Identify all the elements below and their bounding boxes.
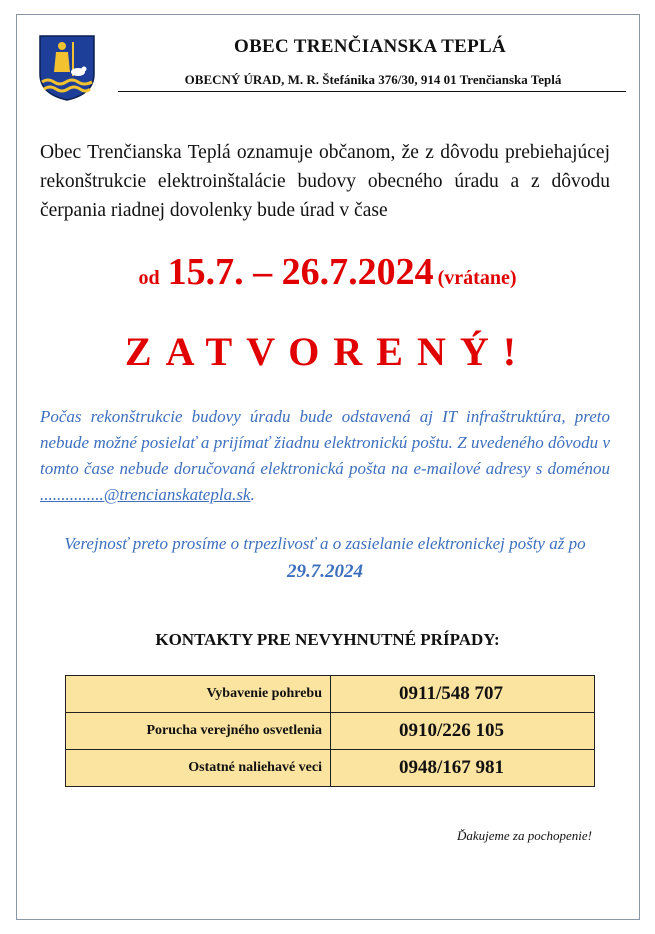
page-title: OBEC TRENČIANSKA TEPLÁ: [234, 36, 506, 57]
thanks-note: Ďakujeme za pochopenie!: [456, 828, 592, 843]
contact-phone: 0911/548 707: [331, 676, 595, 713]
table-row: [66, 676, 595, 713]
dates-range: 15.7. – 26.7.2024: [167, 251, 434, 293]
dates-suffix: (vrátane): [437, 267, 517, 289]
dates-prefix: od: [138, 267, 160, 289]
table-row: [66, 713, 595, 750]
closure-dates: [0, 250, 655, 294]
contact-label: Ostatné naliehavé veci: [66, 750, 331, 787]
patience-text: Verejnosť preto prosíme o trpezlivosť a o zasielanie elektronickej pošty až po: [64, 534, 586, 553]
it-notice-end: .: [250, 485, 255, 504]
contact-phone: 0910/226 105: [331, 713, 595, 750]
contact-phone: 0948/167 981: [331, 750, 595, 787]
table-row: [66, 750, 595, 787]
it-notice: [40, 404, 610, 508]
email-domain-link[interactable]: ...............@trencianskatepla.sk: [40, 485, 251, 504]
coat-of-arms-icon: [38, 34, 96, 102]
it-notice-text: Počas rekonštrukcie budovy úradu bude odstavená aj IT infraštruktúra, preto nebude možné posielať a prijímať žiadnu elektronickú poštu. Z uvedeného dôvodu v tomto čase nebude doručovaná elektronická pošta na e-mailové adresy s doménou: [40, 407, 610, 478]
header-divider: [118, 91, 626, 92]
closed-heading: ZATVORENÝ!: [124, 329, 531, 374]
contacts-table: [65, 675, 595, 787]
contact-label: Porucha verejného osvetlenia: [66, 713, 331, 750]
intro-paragraph: Obec Trenčianska Teplá oznamuje občanom, že z dôvodu prebiehajúcej rekonštrukcie elektroinštalácie budovy obecného úradu a z dôvodu čerpania riadnej dovolenky bude úrad v čase: [40, 142, 610, 221]
office-address: OBECNÝ ÚRAD, M. R. Štefánika 376/30, 914 01 Trenčianska Teplá: [184, 72, 562, 87]
patience-request: [40, 530, 610, 586]
contacts-heading: KONTAKTY PRE NEVYHNUTNÉ PRÍPADY:: [155, 630, 500, 649]
contact-label: Vybavenie pohrebu: [66, 676, 331, 713]
resume-date: 29.7.2024: [287, 561, 363, 582]
